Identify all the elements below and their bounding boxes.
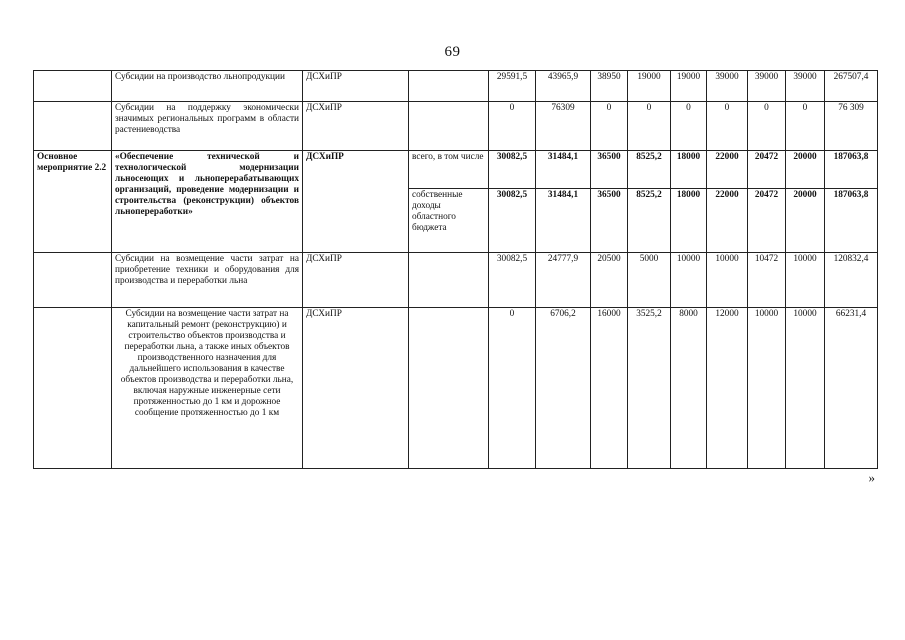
- table-row: [34, 253, 878, 308]
- budget-table: [33, 70, 878, 469]
- value-cell: 10000: [671, 253, 707, 308]
- code-cell: [34, 308, 112, 469]
- description-cell: Субсидии на поддержку экономически значимых региональных программ в области растениеводства: [112, 102, 303, 151]
- value-cell: 20472: [748, 151, 786, 189]
- value-cell: 0: [628, 102, 671, 151]
- value-cell: 0: [786, 102, 825, 151]
- value-cell: 20000: [786, 189, 825, 253]
- value-cell: 31484,1: [536, 151, 591, 189]
- value-cell: 0: [671, 102, 707, 151]
- measure-code-cell: Основное мероприятие 2.2: [34, 151, 112, 253]
- value-cell: 24777,9: [536, 253, 591, 308]
- value-cell: 30082,5: [489, 253, 536, 308]
- executor-cell: ДСХиПР: [303, 253, 409, 308]
- value-cell: 20000: [786, 151, 825, 189]
- page-number: 69: [444, 44, 461, 60]
- value-cell: 30082,5: [489, 189, 536, 253]
- total-cell: 187063,8: [825, 151, 878, 189]
- value-cell: 31484,1: [536, 189, 591, 253]
- description-cell: Субсидии на возмещение части затрат на приобретение техники и оборудования для производства и переработки льна: [112, 253, 303, 308]
- executor-cell: ДСХиПР: [303, 102, 409, 151]
- funding-source-cell: всего, в том числе: [409, 151, 489, 189]
- description-cell: Субсидии на производство льнопродукции: [112, 71, 303, 102]
- value-cell: 8525,2: [628, 189, 671, 253]
- executor-cell: ДСХиПР: [303, 308, 409, 469]
- funding-source-cell: [409, 253, 489, 308]
- value-cell: 76309: [536, 102, 591, 151]
- funding-source-cell: собственные доходы областного бюджета: [409, 189, 489, 253]
- value-cell: 36500: [591, 189, 628, 253]
- funding-source-cell: [409, 308, 489, 469]
- value-cell: 0: [489, 308, 536, 469]
- description-cell: Субсидии на возмещение части затрат на капитальный ремонт (реконструкцию) и строительство объектов производства и переработки льна, а также иных объектов производственного назначения для дальнейшего использования в качестве объектов производства и переработки льна, включая наружные инженерные сети протяженностью до 1 км и дорожное сообщение протяженностью до 1 км: [112, 308, 303, 469]
- value-cell: 19000: [671, 71, 707, 102]
- value-cell: 0: [707, 102, 748, 151]
- total-cell: 120832,4: [825, 253, 878, 308]
- value-cell: 39000: [748, 71, 786, 102]
- value-cell: 19000: [628, 71, 671, 102]
- value-cell: 36500: [591, 151, 628, 189]
- value-cell: 10000: [786, 253, 825, 308]
- total-cell: 267507,4: [825, 71, 878, 102]
- continuation-mark: »: [868, 470, 875, 485]
- value-cell: 22000: [707, 189, 748, 253]
- value-cell: 39000: [707, 71, 748, 102]
- executor-cell: ДСХиПР: [303, 151, 409, 253]
- executor-cell: ДСХиПР: [303, 71, 409, 102]
- value-cell: 10472: [748, 253, 786, 308]
- value-cell: 20500: [591, 253, 628, 308]
- value-cell: 20472: [748, 189, 786, 253]
- value-cell: 43965,9: [536, 71, 591, 102]
- value-cell: 18000: [671, 151, 707, 189]
- table-row: [34, 71, 878, 102]
- table-row: [34, 308, 878, 469]
- value-cell: 10000: [748, 308, 786, 469]
- value-cell: 0: [489, 102, 536, 151]
- value-cell: 0: [591, 102, 628, 151]
- value-cell: 38950: [591, 71, 628, 102]
- measure-description-cell: «Обеспечение технической и технологической модернизации льносеющих и льноперерабатывающих организаций, проведение модернизации и строительства (реконструкции) объектов льнопереработки»: [112, 151, 303, 253]
- value-cell: 0: [748, 102, 786, 151]
- value-cell: 8000: [671, 308, 707, 469]
- value-cell: 29591,5: [489, 71, 536, 102]
- value-cell: 18000: [671, 189, 707, 253]
- total-cell: 76 309: [825, 102, 878, 151]
- funding-source-cell: [409, 71, 489, 102]
- value-cell: 10000: [707, 253, 748, 308]
- table-row: [34, 102, 878, 151]
- value-cell: 12000: [707, 308, 748, 469]
- table-row: [34, 151, 878, 189]
- funding-source-cell: [409, 102, 489, 151]
- total-cell: 187063,8: [825, 189, 878, 253]
- value-cell: 10000: [786, 308, 825, 469]
- code-cell: [34, 253, 112, 308]
- code-cell: [34, 71, 112, 102]
- code-cell: [34, 102, 112, 151]
- value-cell: 16000: [591, 308, 628, 469]
- value-cell: 30082,5: [489, 151, 536, 189]
- value-cell: 6706,2: [536, 308, 591, 469]
- value-cell: 39000: [786, 71, 825, 102]
- total-cell: 66231,4: [825, 308, 878, 469]
- value-cell: 5000: [628, 253, 671, 308]
- value-cell: 8525,2: [628, 151, 671, 189]
- value-cell: 3525,2: [628, 308, 671, 469]
- value-cell: 22000: [707, 151, 748, 189]
